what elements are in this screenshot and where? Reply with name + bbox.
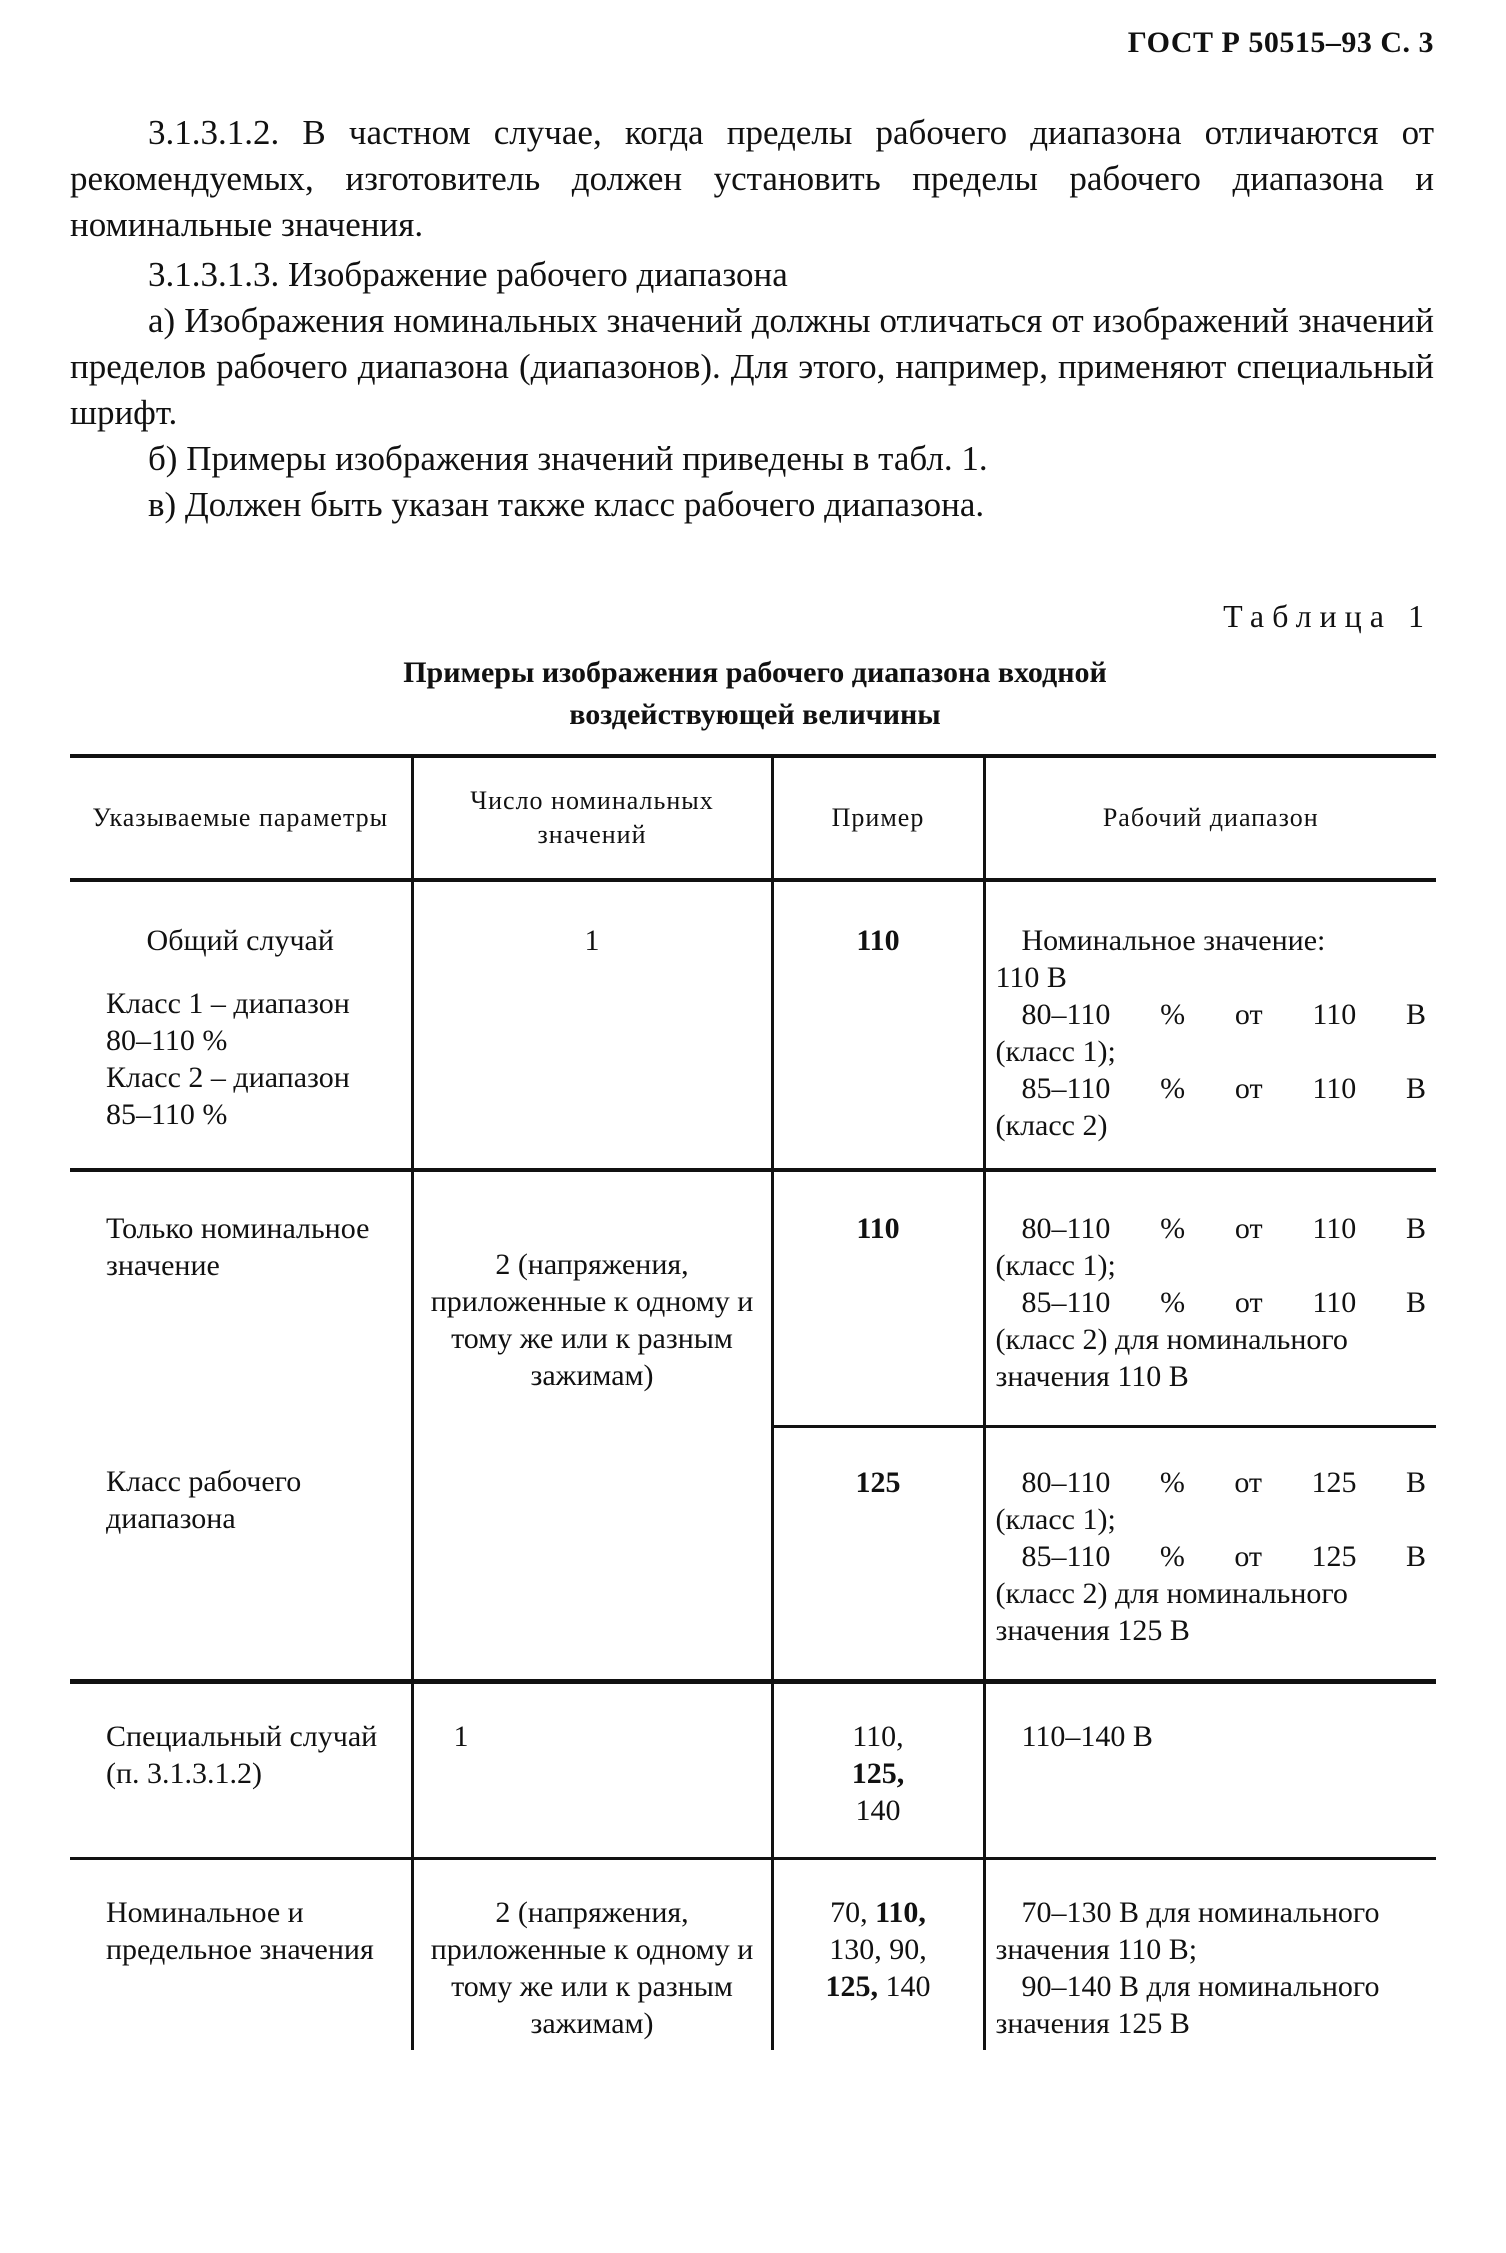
range-line: (класс 1);	[995, 1503, 1116, 1536]
paragraph-item-a: а) Изображения номинальных значений должны отличаться от изображений значений пределов рабочего диапазона (диапазонов). Для этого, например, применяют специальный шрифт.	[70, 301, 1434, 432]
range-line: 85–110 % от 110 В	[1021, 1072, 1426, 1105]
cell-parameters	[70, 880, 412, 1170]
example-value: 140	[885, 1970, 931, 2003]
range-line: Номинальное значение:	[1021, 924, 1326, 957]
paragraph-item-b: б) Примеры изображения значений приведены в табл. 1.	[148, 439, 988, 478]
range-line: (класс 1);	[995, 1035, 1116, 1068]
table-row	[70, 880, 1436, 1170]
range-line: 80–110 % от 125 В	[1021, 1466, 1426, 1499]
table-title	[290, 652, 1220, 736]
cell-parameters	[70, 1427, 412, 1682]
example-value-nominal: 125,	[851, 1757, 905, 1790]
page-reference: ГОСТ Р 50515–93 С. 3	[1127, 26, 1434, 59]
cell-nominal-count: 1	[412, 1682, 772, 1859]
cell-nominal-count: 2 (напряжения, приложенные к одному и тому же или к разным зажимам)	[412, 1859, 772, 2051]
range-line: 70–130 В для номинального значения 110 В;	[995, 1896, 1380, 1966]
example-value: 110,	[852, 1720, 904, 1753]
param-text: Специальный случай (п. 3.1.3.1.2)	[106, 1720, 378, 1790]
example-value: 130, 90,	[829, 1933, 927, 1966]
header-working-range: Рабочий диапазон	[984, 756, 1436, 880]
example-value-nominal: 110,	[875, 1896, 926, 1929]
table-header-row	[70, 756, 1436, 880]
cell-nominal-count: 1	[412, 880, 772, 1170]
paragraph-3-1-3-1-2: 3.1.3.1.2. В частном случае, когда пределы рабочего диапазона отличаются от рекомендуемых, изготовитель должен установить пределы рабочего диапазона и номинальные значения.	[70, 113, 1434, 244]
param-class-2: Класс 2 – диапазон 85–110 %	[106, 1061, 350, 1131]
paragraph-item-v: в) Должен быть указан также класс рабочего диапазона.	[148, 485, 985, 524]
example-value-nominal: 125,	[825, 1970, 878, 2003]
param-title: Общий случай	[146, 924, 334, 957]
header-example: Пример	[772, 756, 984, 880]
range-line: 110–140 В	[1021, 1720, 1153, 1753]
cell-working-range	[984, 1170, 1436, 1427]
table-row	[70, 1859, 1436, 2051]
ranges-table	[70, 754, 1436, 2050]
range-line: 85–110 % от 110 В	[1021, 1286, 1426, 1319]
param-text: Номинальное и предельное значения	[106, 1896, 374, 1966]
range-line: 85–110 % от 125 В	[1021, 1540, 1426, 1573]
range-line: 90–140 В для номинального значения 125 В	[995, 1970, 1380, 2040]
cell-working-range	[984, 1682, 1436, 1859]
range-line: (класс 1);	[995, 1249, 1116, 1282]
range-line: 110 В	[995, 961, 1067, 994]
cell-parameters	[70, 1859, 412, 2051]
cell-example: 110	[772, 1170, 984, 1427]
cell-working-range	[984, 1427, 1436, 1682]
cell-example: 110	[772, 880, 984, 1170]
cell-example	[772, 1859, 984, 2051]
header-nominal-count: Число номинальных значений	[412, 756, 772, 880]
table-row	[70, 1682, 1436, 1859]
param-text: Только номинальное значение	[106, 1212, 370, 1282]
table-title-line-2: воздействующей величины	[569, 698, 941, 731]
cell-nominal-count: 2 (напряжения, приложенные к одному и тому же или к разным зажимам)	[412, 1170, 772, 1682]
cell-example	[772, 1682, 984, 1859]
param-class-1: Класс 1 – диапазон 80–110 %	[106, 987, 350, 1057]
header-parameters: Указываемые параметры	[70, 756, 412, 880]
range-line: (класс 2) для номинального значения 110 В	[995, 1323, 1348, 1393]
table-title-line-1: Примеры изображения рабочего диапазона входной	[403, 656, 1107, 689]
param-text: Класс рабочего диапазона	[106, 1464, 302, 1535]
example-value: 70,	[830, 1896, 868, 1929]
cell-parameters	[70, 1170, 412, 1427]
range-line: 80–110 % от 110 В	[1021, 998, 1426, 1031]
cell-working-range	[984, 880, 1436, 1170]
table-label: Таблица 1	[1223, 598, 1432, 634]
range-line: (класс 2) для номинального значения 125 В	[995, 1577, 1348, 1647]
range-line: 80–110 % от 110 В	[1021, 1212, 1426, 1245]
paragraph-3-1-3-1-3: 3.1.3.1.3. Изображение рабочего диапазона	[148, 255, 788, 294]
cell-example: 125	[772, 1427, 984, 1682]
table-row	[70, 1170, 1436, 1427]
range-line: (класс 2)	[995, 1109, 1108, 1142]
cell-parameters	[70, 1682, 412, 1859]
example-value: 140	[855, 1794, 901, 1827]
cell-working-range	[984, 1859, 1436, 2051]
